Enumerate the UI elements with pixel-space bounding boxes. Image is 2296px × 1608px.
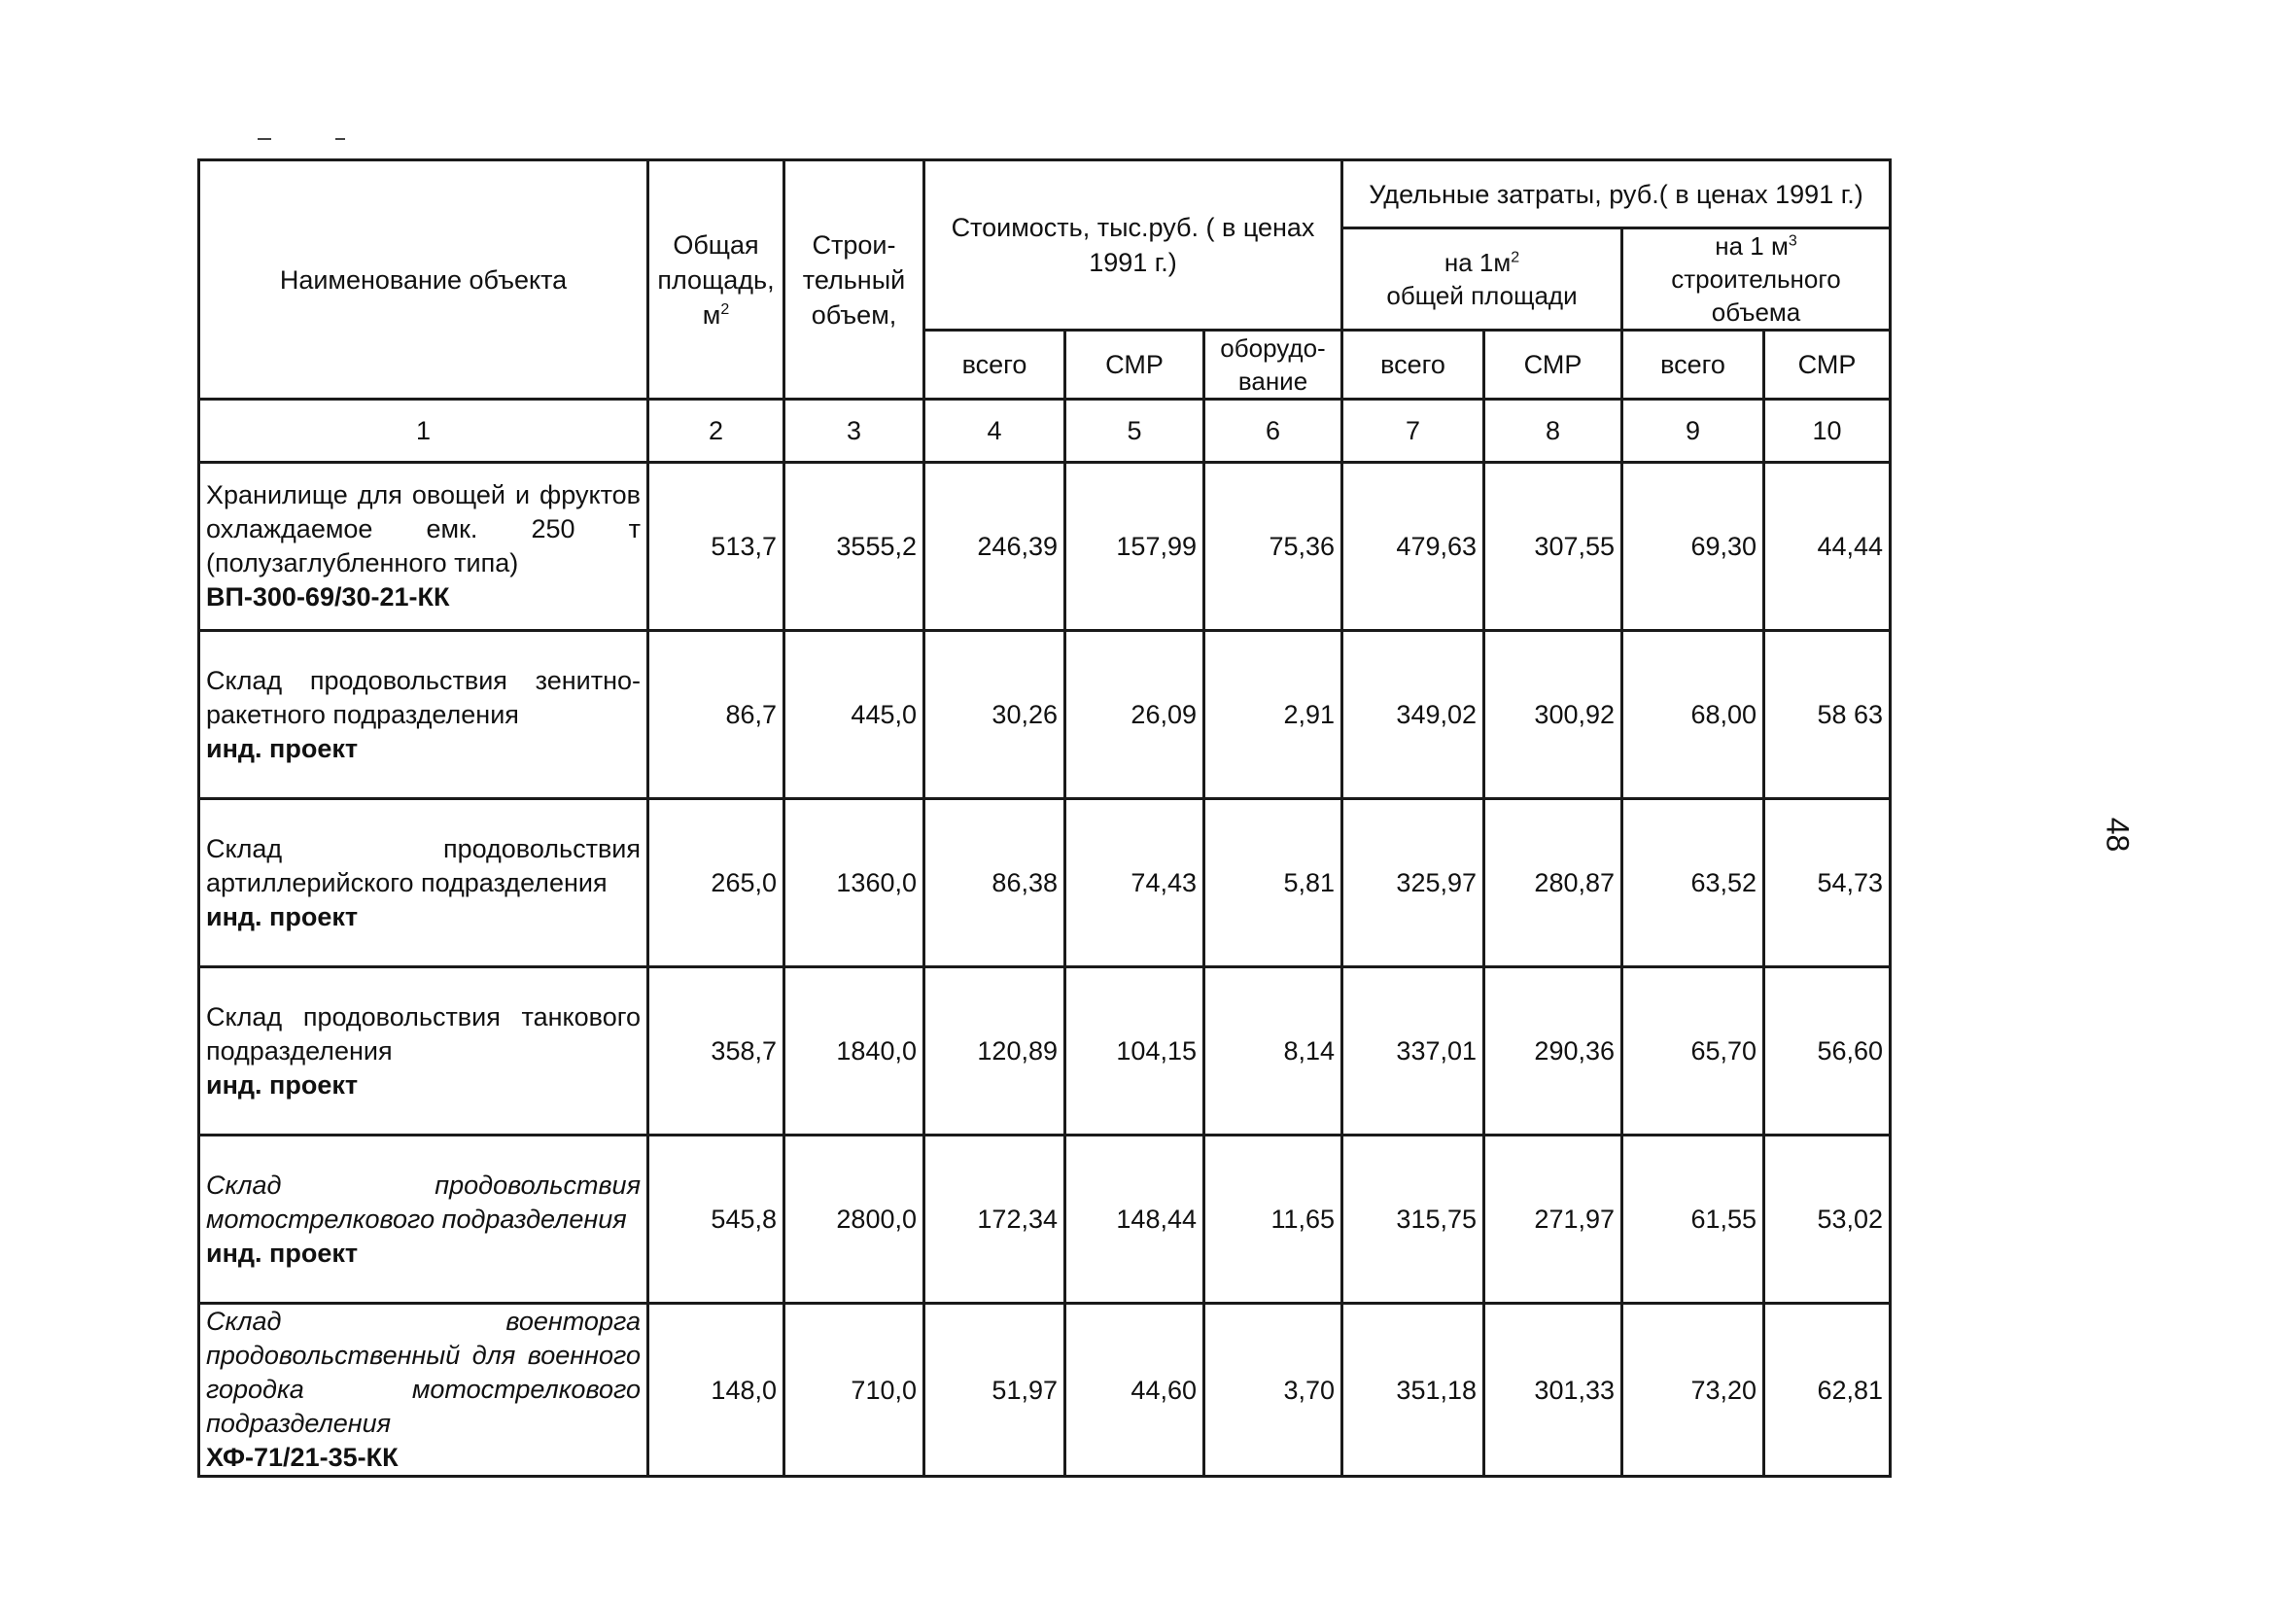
header-sub-smr-m3-label: СМР bbox=[1797, 350, 1857, 379]
object-name-cell bbox=[199, 967, 648, 1136]
header-sub-smr bbox=[1065, 331, 1204, 400]
header-sub-smr-m2-label: СМР bbox=[1523, 350, 1583, 379]
scan-artifact bbox=[258, 138, 271, 140]
object-name: Склад военторга продовольственный для военного городка мотострелкового подразделения bbox=[206, 1307, 641, 1438]
value-cell: 3555,2 bbox=[784, 463, 924, 631]
column-number: 10 bbox=[1764, 400, 1891, 463]
page-number: 48 bbox=[2100, 817, 2136, 853]
column-number: 4 bbox=[924, 400, 1065, 463]
header-row-1 bbox=[199, 160, 1891, 228]
value-cell: 307,55 bbox=[1484, 463, 1622, 631]
value-cell: 337,01 bbox=[1342, 967, 1484, 1136]
value-cell: 315,75 bbox=[1342, 1136, 1484, 1304]
column-number: 2 bbox=[648, 400, 784, 463]
value-cell: 265,0 bbox=[648, 799, 784, 967]
table-row bbox=[199, 1304, 1891, 1477]
object-name-cell bbox=[199, 463, 648, 631]
header-per-m3 bbox=[1622, 228, 1891, 331]
object-code: инд. проект bbox=[206, 733, 359, 763]
scan-artifact bbox=[335, 138, 345, 140]
header-sub-smr-m3 bbox=[1764, 331, 1891, 400]
column-number: 5 bbox=[1065, 400, 1204, 463]
table-row bbox=[199, 631, 1891, 799]
value-cell: 1360,0 bbox=[784, 799, 924, 967]
header-per-m2-rest: общей площади bbox=[1386, 281, 1578, 310]
value-cell: 513,7 bbox=[648, 463, 784, 631]
value-cell: 69,30 bbox=[1622, 463, 1764, 631]
header-per-m3-label: на 1 м bbox=[1715, 231, 1789, 261]
value-cell: 8,14 bbox=[1204, 967, 1342, 1136]
value-cell: 1840,0 bbox=[784, 967, 924, 1136]
header-sub-total bbox=[924, 331, 1065, 400]
value-cell: 349,02 bbox=[1342, 631, 1484, 799]
value-cell: 280,87 bbox=[1484, 799, 1622, 967]
header-sub-smr-label: СМР bbox=[1105, 350, 1164, 379]
table-row bbox=[199, 463, 1891, 631]
header-per-m3-sup: 3 bbox=[1788, 232, 1797, 250]
value-cell: 68,00 bbox=[1622, 631, 1764, 799]
value-cell: 44,60 bbox=[1065, 1304, 1204, 1477]
value-cell: 75,36 bbox=[1204, 463, 1342, 631]
value-cell: 325,97 bbox=[1342, 799, 1484, 967]
value-cell: 120,89 bbox=[924, 967, 1065, 1136]
object-name: Склад продовольствия зенитно-ракетного подразделения bbox=[206, 665, 641, 729]
value-cell: 11,65 bbox=[1204, 1136, 1342, 1304]
value-cell: 148,0 bbox=[648, 1304, 784, 1477]
header-sub-total-m3 bbox=[1622, 331, 1764, 400]
object-code: инд. проект bbox=[206, 901, 359, 931]
value-cell: 74,43 bbox=[1065, 799, 1204, 967]
value-cell: 148,44 bbox=[1065, 1136, 1204, 1304]
object-name-cell bbox=[199, 799, 648, 967]
object-name-cell bbox=[199, 1136, 648, 1304]
object-code: инд. проект bbox=[206, 1069, 359, 1100]
value-cell: 58 63 bbox=[1764, 631, 1891, 799]
header-per-m3-rest: строительного объема bbox=[1671, 264, 1841, 327]
column-number: 1 bbox=[199, 400, 648, 463]
value-cell: 300,92 bbox=[1484, 631, 1622, 799]
header-per-m2 bbox=[1342, 228, 1622, 331]
header-sub-equipment bbox=[1204, 331, 1342, 400]
object-name-cell bbox=[199, 631, 648, 799]
value-cell: 65,70 bbox=[1622, 967, 1764, 1136]
header-building-volume-label: Строи-тельный объем, bbox=[802, 229, 906, 330]
value-cell: 479,63 bbox=[1342, 463, 1484, 631]
value-cell: 172,34 bbox=[924, 1136, 1065, 1304]
value-cell: 157,99 bbox=[1065, 463, 1204, 631]
value-cell: 351,18 bbox=[1342, 1304, 1484, 1477]
value-cell: 51,97 bbox=[924, 1304, 1065, 1477]
value-cell: 710,0 bbox=[784, 1304, 924, 1477]
value-cell: 62,81 bbox=[1764, 1304, 1891, 1477]
header-sub-total-m2-label: всего bbox=[1380, 350, 1445, 379]
value-cell: 301,33 bbox=[1484, 1304, 1622, 1477]
value-cell: 104,15 bbox=[1065, 967, 1204, 1136]
header-total-area-sup: 2 bbox=[720, 300, 730, 318]
value-cell: 445,0 bbox=[784, 631, 924, 799]
column-number: 8 bbox=[1484, 400, 1622, 463]
column-number: 9 bbox=[1622, 400, 1764, 463]
header-building-volume bbox=[784, 160, 924, 400]
header-sub-equipment-label: оборудо-вание bbox=[1220, 333, 1326, 396]
value-cell: 56,60 bbox=[1764, 967, 1891, 1136]
object-name: Склад продовольствия артиллерийского подразделения bbox=[206, 833, 641, 897]
table-row bbox=[199, 1136, 1891, 1304]
header-cost bbox=[924, 160, 1342, 331]
header-per-m2-label: на 1м bbox=[1444, 248, 1512, 277]
value-cell: 73,20 bbox=[1622, 1304, 1764, 1477]
object-name: Склад продовольствия танкового подразделения bbox=[206, 1001, 641, 1066]
header-sub-total-label: всего bbox=[961, 350, 1027, 379]
header-total-area-label: Общая площадь, м bbox=[657, 229, 775, 330]
column-numbers-row bbox=[199, 400, 1891, 463]
header-sub-smr-m2 bbox=[1484, 331, 1622, 400]
value-cell: 358,7 bbox=[648, 967, 784, 1136]
header-cost-label: Стоимость, тыс.руб. ( в ценах 1991 г.) bbox=[951, 213, 1315, 277]
value-cell: 86,7 bbox=[648, 631, 784, 799]
object-code: ВП-300-69/30-21-КК bbox=[206, 582, 450, 612]
column-number: 3 bbox=[784, 400, 924, 463]
value-cell: 30,26 bbox=[924, 631, 1065, 799]
object-name-cell bbox=[199, 1304, 648, 1477]
header-per-m2-sup: 2 bbox=[1511, 249, 1520, 266]
value-cell: 86,38 bbox=[924, 799, 1065, 967]
value-cell: 290,36 bbox=[1484, 967, 1622, 1136]
value-cell: 61,55 bbox=[1622, 1136, 1764, 1304]
cost-table bbox=[197, 158, 1892, 1478]
object-code: инд. проект bbox=[206, 1238, 359, 1268]
object-name: Склад продовольствия мотострелкового подразделения bbox=[206, 1170, 641, 1234]
value-cell: 53,02 bbox=[1764, 1136, 1891, 1304]
header-specific-costs bbox=[1342, 160, 1891, 228]
value-cell: 54,73 bbox=[1764, 799, 1891, 967]
value-cell: 2800,0 bbox=[784, 1136, 924, 1304]
value-cell: 44,44 bbox=[1764, 463, 1891, 631]
column-number: 6 bbox=[1204, 400, 1342, 463]
value-cell: 2,91 bbox=[1204, 631, 1342, 799]
column-number: 7 bbox=[1342, 400, 1484, 463]
value-cell: 5,81 bbox=[1204, 799, 1342, 967]
header-object-name bbox=[199, 160, 648, 400]
value-cell: 63,52 bbox=[1622, 799, 1764, 967]
value-cell: 3,70 bbox=[1204, 1304, 1342, 1477]
header-specific-costs-label: Удельные затраты, руб.( в ценах 1991 г.) bbox=[1369, 179, 1863, 209]
value-cell: 246,39 bbox=[924, 463, 1065, 631]
header-sub-total-m2 bbox=[1342, 331, 1484, 400]
value-cell: 545,8 bbox=[648, 1136, 784, 1304]
value-cell: 26,09 bbox=[1065, 631, 1204, 799]
header-total-area bbox=[648, 160, 784, 400]
table-row bbox=[199, 967, 1891, 1136]
header-object-name-label: Наименование объекта bbox=[279, 264, 568, 295]
value-cell: 271,97 bbox=[1484, 1136, 1622, 1304]
header-sub-total-m3-label: всего bbox=[1660, 350, 1725, 379]
table-row bbox=[199, 799, 1891, 967]
object-name: Хранилище для овощей и фруктов охлаждаемое емк. 250 т (полузаглубленного типа) bbox=[206, 480, 641, 577]
object-code: ХФ-71/21-35-КК bbox=[206, 1443, 399, 1472]
